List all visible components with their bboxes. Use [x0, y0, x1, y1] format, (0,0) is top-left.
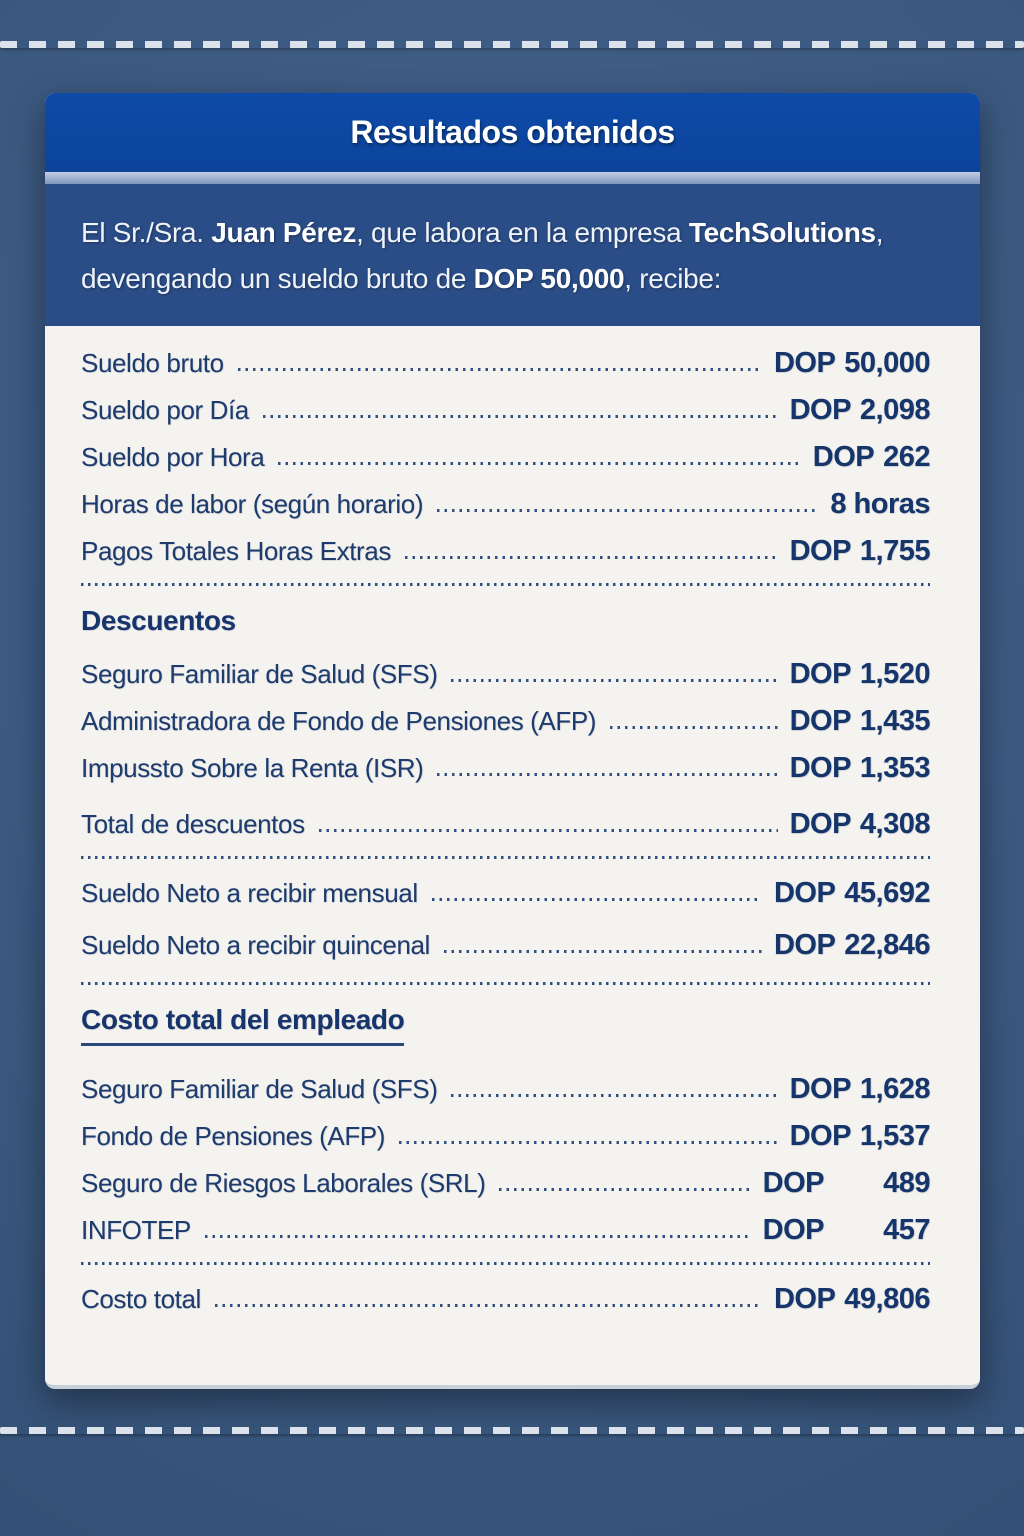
- line-item-row: [81, 1168, 930, 1198]
- intro-highlight: Juan Pérez: [211, 217, 357, 248]
- intro-segment: El Sr./Sra.: [81, 217, 212, 248]
- line-item-label: Sueldo por Hora: [81, 442, 265, 472]
- line-item-label: Pagos Totales Horas Extras: [81, 536, 391, 566]
- line-item-value: [790, 395, 930, 425]
- dotted-leader: [610, 726, 778, 729]
- dotted-leader: [238, 368, 762, 371]
- line-item-row: [81, 536, 930, 566]
- currency-code: DOP: [773, 877, 836, 909]
- dotted-leader: [451, 679, 777, 682]
- dotted-leader: [278, 462, 800, 465]
- currency-code: DOP: [773, 929, 836, 961]
- section-divider: [81, 583, 930, 586]
- line-item-value: [790, 809, 930, 839]
- currency-code: DOP: [773, 1283, 836, 1315]
- card-header: [45, 93, 980, 172]
- line-item-label: Seguro de Riesgos Laborales (SRL): [81, 1168, 486, 1198]
- results-card: [45, 93, 980, 1389]
- dotted-leader: [437, 773, 777, 776]
- stitch-line-top: [0, 41, 1024, 48]
- line-item-row: [81, 489, 930, 519]
- intro-highlight: DOP 50,000: [473, 263, 625, 294]
- dotted-leader: [319, 829, 778, 832]
- section-divider: [81, 1262, 930, 1265]
- line-item-row: [81, 1121, 930, 1151]
- currency-code: DOP: [762, 1214, 824, 1246]
- currency-code: DOP: [812, 441, 875, 473]
- section-divider: [81, 856, 930, 859]
- line-item-value: [774, 1284, 930, 1314]
- amount-value: 1,435: [859, 705, 930, 737]
- line-item-value: [774, 348, 930, 378]
- line-item-label: Administradora de Fondo de Pensiones (AFP): [81, 706, 597, 736]
- amount-value: 49,806: [844, 1283, 930, 1315]
- line-item-label: Sueldo Neto a recibir mensual: [81, 878, 418, 908]
- dotted-leader: [444, 950, 762, 953]
- line-item-row: [81, 930, 930, 960]
- line-item-row: [81, 753, 930, 783]
- card-title: Resultados obtenidos: [350, 114, 675, 150]
- line-item-row: [81, 1215, 930, 1245]
- intro-segment: ,: [875, 217, 884, 248]
- section-heading: [81, 1004, 930, 1046]
- line-item-row: [81, 878, 930, 908]
- line-item-row: [81, 348, 930, 378]
- dotted-leader: [499, 1188, 750, 1191]
- amount-value: 489: [883, 1167, 930, 1199]
- line-item-value: [763, 1215, 930, 1245]
- amount-value: 2,098: [859, 394, 930, 426]
- intro-segment: , que labora en la empresa: [356, 217, 689, 248]
- line-item-row: [81, 395, 930, 425]
- line-item-label: Total de descuentos: [81, 809, 305, 839]
- amount-value: 1,520: [859, 658, 930, 690]
- line-item-value: [790, 1074, 930, 1104]
- currency-code: DOP: [789, 705, 851, 737]
- amount-value: 457: [883, 1214, 930, 1246]
- line-item-label: Sueldo Neto a recibir quincenal: [81, 930, 430, 960]
- line-item-value: [790, 753, 930, 783]
- dotted-leader: [215, 1304, 762, 1307]
- line-item-value: [830, 489, 930, 519]
- line-item-label: INFOTEP: [81, 1215, 191, 1245]
- line-item-value: [813, 442, 930, 472]
- line-item-label: Impussto Sobre la Renta (ISR): [81, 753, 424, 783]
- intro-segment: , recibe:: [624, 263, 722, 294]
- line-item-value: [763, 1168, 930, 1198]
- results-list: [45, 326, 980, 1314]
- line-item-row: [81, 1074, 930, 1104]
- line-item-row: [81, 442, 930, 472]
- line-item-row: [81, 1284, 930, 1314]
- line-item-label: Sueldo bruto: [81, 348, 224, 378]
- intro-segment: devengando un sueldo bruto de: [81, 263, 474, 294]
- line-item-value: [790, 1121, 930, 1151]
- currency-code: DOP: [789, 1120, 851, 1152]
- currency-code: DOP: [789, 1073, 851, 1105]
- amount-value: 45,692: [844, 877, 930, 909]
- line-item-value: [790, 706, 930, 736]
- currency-code: DOP: [789, 658, 851, 690]
- currency-code: DOP: [789, 808, 851, 840]
- dotted-leader: [399, 1141, 778, 1144]
- amount-value: 8 horas: [830, 488, 930, 520]
- section-divider: [81, 982, 930, 985]
- section-heading-text: Costo total del empleado: [81, 1004, 404, 1046]
- dotted-leader: [205, 1235, 751, 1238]
- line-item-row: [81, 659, 930, 689]
- stitch-line-bottom: [0, 1427, 1024, 1434]
- line-item-value: [774, 930, 930, 960]
- currency-code: DOP: [789, 535, 851, 567]
- line-item-label: Seguro Familiar de Salud (SFS): [81, 659, 438, 689]
- line-item-value: [790, 659, 930, 689]
- currency-code: DOP: [762, 1167, 824, 1199]
- currency-code: DOP: [789, 752, 851, 784]
- intro-text: [45, 184, 980, 326]
- section-heading-text: Descuentos: [81, 605, 236, 636]
- amount-value: 50,000: [844, 347, 930, 379]
- amount-value: 22,846: [844, 929, 930, 961]
- currency-code: DOP: [773, 347, 836, 379]
- dotted-leader: [437, 509, 818, 512]
- amount-value: 1,537: [859, 1120, 930, 1152]
- intro-highlight: TechSolutions: [688, 217, 876, 248]
- amount-value: 4,308: [859, 808, 930, 840]
- amount-value: 1,353: [859, 752, 930, 784]
- line-item-row: [81, 706, 930, 736]
- line-item-label: Costo total: [81, 1284, 201, 1314]
- line-item-value: [790, 536, 930, 566]
- dotted-leader: [405, 556, 778, 559]
- line-item-label: Seguro Familiar de Salud (SFS): [81, 1074, 438, 1104]
- line-item-label: Horas de labor (según horario): [81, 489, 424, 519]
- line-item-label: Sueldo por Día: [81, 395, 249, 425]
- dotted-leader: [263, 415, 778, 418]
- amount-value: 1,755: [859, 535, 930, 567]
- amount-value: 1,628: [859, 1073, 930, 1105]
- line-item-label: Fondo de Pensiones (AFP): [81, 1121, 386, 1151]
- line-item-row: [81, 809, 930, 839]
- amount-value: 262: [883, 441, 930, 473]
- header-divider-strip: [45, 172, 980, 184]
- section-heading: [81, 605, 930, 637]
- dotted-leader: [432, 898, 762, 901]
- dotted-leader: [451, 1094, 777, 1097]
- line-item-value: [774, 878, 930, 908]
- currency-code: DOP: [789, 394, 851, 426]
